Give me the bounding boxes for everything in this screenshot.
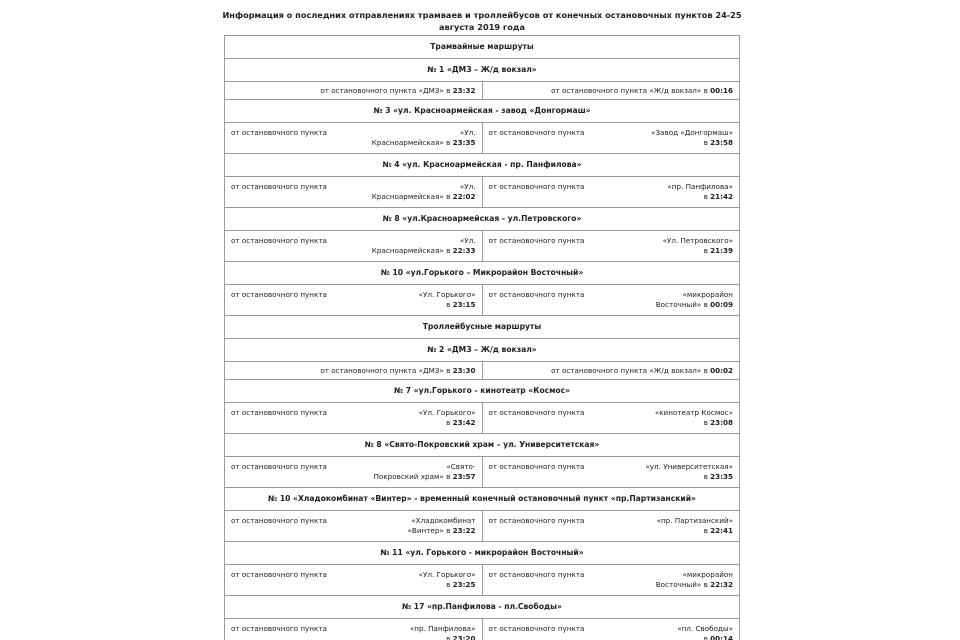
departure-row [225, 231, 740, 262]
departure-text: Восточный» в [655, 580, 711, 589]
departure-time: 00:14 [710, 634, 733, 640]
departure-text: Красноармейская» в [371, 246, 453, 255]
stop-name: «пл. Свободы» [677, 624, 733, 633]
departure-line [231, 192, 476, 202]
departure-text: от остановочного пункта [488, 462, 585, 471]
departure-text: от остановочного пункта [231, 128, 327, 137]
departure-cell [225, 565, 483, 596]
departure-line [231, 570, 476, 580]
departure-line [231, 462, 476, 472]
departure-text: Красноармейская» в [371, 138, 453, 147]
departure-time: 22:41 [710, 526, 733, 535]
departure-line [489, 526, 734, 536]
departure-line [231, 526, 476, 536]
stop-name: «Ул. Горького» [418, 570, 476, 579]
route-name: № 10 «Хладокомбинат «Винтер» - временный конечный остановочный пункт «пр.Партизанский» [225, 488, 740, 511]
departure-time: 22:33 [452, 246, 476, 255]
departure-text: от остановочного пункта [488, 570, 585, 579]
route-row [225, 339, 740, 362]
departure-time: 23:58 [710, 138, 733, 147]
route-row [225, 262, 740, 285]
departure-cell [482, 457, 740, 488]
departure-text: в [446, 418, 453, 427]
departure-text: Покровский храм» в [373, 472, 453, 481]
departure-cell [225, 231, 483, 262]
departure-line [231, 182, 476, 192]
departure-line [489, 182, 734, 192]
stop-name: «Ул. Горького» [418, 408, 476, 417]
route-row [225, 208, 740, 231]
route-name: № 8 «Свято-Покровский храм – ул. Университетская» [225, 434, 740, 457]
stop-name: «Ул. Петровского» [662, 236, 733, 245]
departure-line [231, 624, 476, 634]
departure-time: 00:09 [710, 300, 733, 309]
departure-cell [482, 619, 740, 640]
departure-cell [482, 362, 740, 380]
departure-time: 23:57 [452, 472, 476, 481]
departure-time: 21:42 [710, 192, 733, 201]
departure-line [489, 128, 734, 138]
departure-cell [482, 231, 740, 262]
departure-line [231, 408, 476, 418]
departure-text: от остановочного пункта [488, 516, 585, 525]
departure-text: в [446, 634, 453, 640]
stop-name: «пр. Панфилова» [667, 182, 733, 191]
route-row [225, 100, 740, 123]
departure-text: Восточный» в [655, 300, 711, 309]
departure-line [489, 624, 734, 634]
route-name: № 2 «ДМЗ – Ж/д вокзал» [225, 339, 740, 362]
departure-cell [225, 457, 483, 488]
stop-name: «микрорайон [682, 290, 733, 299]
departure-text: в [446, 300, 453, 309]
departure-line [231, 290, 476, 300]
departure-line [231, 418, 476, 428]
departure-row [225, 403, 740, 434]
departure-line [489, 192, 734, 202]
departure-line [231, 472, 476, 482]
departure-line [231, 634, 476, 640]
route-name: № 7 «ул.Горького - кинотеатр «Космос» [225, 380, 740, 403]
route-row [225, 59, 740, 82]
route-name: № 1 «ДМЗ – Ж/д вокзал» [225, 59, 740, 82]
departure-text: от остановочного пункта [488, 182, 585, 191]
stop-name: «Хладокомбинат [411, 516, 476, 525]
departure-time: 00:02 [710, 365, 733, 375]
departure-time: 22:02 [452, 192, 476, 201]
departure-text: от остановочного пункта «Ж/д вокзал» в [551, 365, 711, 375]
departure-text: от остановочного пункта «Ж/д вокзал» в [551, 85, 711, 95]
route-name: № 10 «ул.Горького – Микрорайон Восточный» [225, 262, 740, 285]
route-row [225, 488, 740, 511]
stop-name: «Свято- [446, 462, 476, 471]
departure-line [489, 300, 734, 310]
departure-cell [482, 403, 740, 434]
departure-row [225, 619, 740, 640]
departure-text: от остановочного пункта «ДМЗ» в [320, 85, 453, 95]
departure-text: от остановочного пункта «ДМЗ» в [320, 365, 453, 375]
departure-time: 22:32 [710, 580, 733, 589]
route-name: № 8 «ул.Красноармейская - ул.Петровского» [225, 208, 740, 231]
departure-line [489, 408, 734, 418]
route-row [225, 596, 740, 619]
departure-time: 23:22 [452, 526, 476, 535]
route-row [225, 154, 740, 177]
departure-text: от остановочного пункта [231, 462, 327, 471]
departure-cell [482, 285, 740, 316]
route-name: № 4 «ул. Красноармейская - пр. Панфилова» [225, 154, 740, 177]
section-row [225, 36, 740, 59]
departure-line [231, 580, 476, 590]
departure-text: от остановочного пункта [488, 128, 585, 137]
stop-name: «Ул. [459, 236, 476, 245]
departure-line [489, 236, 734, 246]
route-row [225, 434, 740, 457]
departure-line [231, 246, 476, 256]
departure-text: в [703, 246, 711, 255]
departure-line [489, 634, 734, 640]
departure-text: от остановочного пункта [488, 236, 585, 245]
departure-cell [225, 177, 483, 208]
departure-line [231, 128, 476, 138]
section-row [225, 316, 740, 339]
departure-row [225, 362, 740, 380]
departure-time: 23:25 [452, 580, 476, 589]
departure-text: в [703, 526, 711, 535]
departure-line [489, 138, 734, 148]
departure-text: от остановочного пункта [231, 182, 327, 191]
departure-cell [225, 362, 483, 380]
stop-name: «Ул. [459, 128, 476, 137]
route-name: № 17 «пр.Панфилова - пл.Свободы» [225, 596, 740, 619]
departure-text: от остановочного пункта [231, 236, 327, 245]
section-heading: Троллейбусные маршруты [225, 316, 740, 339]
departure-time: 21:39 [710, 246, 733, 255]
departure-cell [482, 565, 740, 596]
departure-line [489, 580, 734, 590]
stop-name: «Ул. Горького» [418, 290, 476, 299]
departure-cell [482, 511, 740, 542]
departure-line [489, 462, 734, 472]
stop-name: «пр. Панфилова» [409, 624, 476, 633]
departure-text: от остановочного пункта [231, 624, 327, 633]
route-name: № 3 «ул. Красноармейская - завод «Донгормаш» [225, 100, 740, 123]
departure-time: 23:15 [452, 300, 476, 309]
departure-line [231, 516, 476, 526]
departure-text: от остановочного пункта [488, 624, 585, 633]
departure-text: от остановочного пункта [231, 290, 327, 299]
departure-line [231, 300, 476, 310]
departure-text: в [703, 138, 711, 147]
departure-text: от остановочного пункта [488, 290, 585, 299]
departure-cell [225, 285, 483, 316]
stop-name: «пр. Партизанский» [656, 516, 733, 525]
departure-time: 23:42 [452, 418, 476, 427]
stop-name: «Ул. [459, 182, 476, 191]
departure-cell [225, 619, 483, 640]
departure-cell [225, 511, 483, 542]
route-row [225, 542, 740, 565]
route-row [225, 380, 740, 403]
departure-time: 23:35 [452, 138, 476, 147]
departure-text: от остановочного пункта [231, 408, 327, 417]
departure-cell [482, 82, 740, 100]
departure-text: в [446, 580, 453, 589]
section-heading: Трамвайные маршруты [225, 36, 740, 59]
departure-line [231, 138, 476, 148]
departure-row [225, 565, 740, 596]
stop-name: «микрорайон [682, 570, 733, 579]
departure-text: в [703, 192, 711, 201]
stop-name: «кинотеатр Космос» [654, 408, 733, 417]
stop-name: «ул. Университетская» [645, 462, 733, 471]
departure-row [225, 511, 740, 542]
departure-text: в [703, 472, 711, 481]
departure-row [225, 285, 740, 316]
route-name: № 11 «ул. Горького - микрорайон Восточный» [225, 542, 740, 565]
departure-row [225, 82, 740, 100]
departure-time: 23:30 [452, 365, 476, 375]
departure-row [225, 177, 740, 208]
stop-name: «Завод «Донгормаш» [651, 128, 733, 137]
departure-time: 23:32 [452, 85, 476, 95]
departure-line [489, 472, 734, 482]
departure-cell [225, 403, 483, 434]
departure-cell [482, 123, 740, 154]
departure-text: от остановочного пункта [488, 408, 585, 417]
departure-line [489, 570, 734, 580]
departure-time: 23:20 [452, 634, 476, 640]
departure-text: от остановочного пункта [231, 570, 327, 579]
departure-time: 23:08 [710, 418, 733, 427]
departure-line [489, 516, 734, 526]
departure-text: в [703, 634, 711, 640]
departure-row [225, 123, 740, 154]
departure-text: «Винтер» в [407, 526, 453, 535]
departure-text: от остановочного пункта [231, 516, 327, 525]
departure-text: Красноармейская» в [371, 192, 453, 201]
departure-time: 00:16 [710, 85, 733, 95]
departure-line [489, 418, 734, 428]
departure-time: 23:35 [710, 472, 733, 481]
departure-line [231, 236, 476, 246]
departure-text: в [703, 418, 711, 427]
document-title: Информация о последних отправлениях трамваев и троллейбусов от конечных остановочных пунктов 24-25 августа 2019 года [222, 10, 742, 32]
departure-row [225, 457, 740, 488]
departure-cell [482, 177, 740, 208]
departure-line [489, 290, 734, 300]
departure-cell [225, 123, 483, 154]
departure-line [489, 246, 734, 256]
schedule-table [224, 35, 740, 640]
departure-cell [225, 82, 483, 100]
